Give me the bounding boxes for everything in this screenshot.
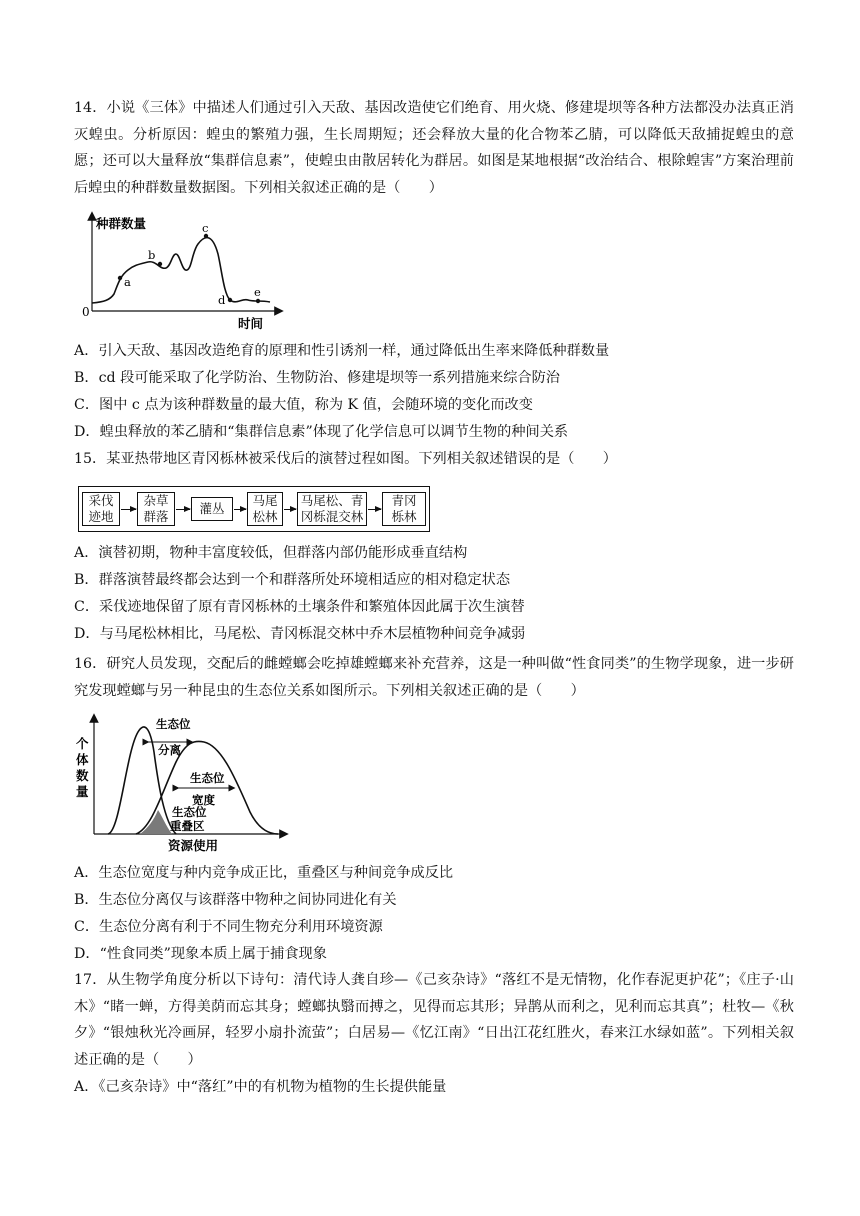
q16-y-char-3: 数 (76, 768, 89, 783)
q15-stage-shrub: 灌丛 (191, 497, 233, 521)
q16-option-d: D．“性食同类”现象本质上属于捕食现象 (74, 946, 327, 962)
q14-y-label: 种群数量 (96, 216, 147, 231)
q15-arrow-3 (234, 509, 246, 510)
q15-stage-pine: 马尾 松林 (247, 492, 283, 526)
q14-label-a: a (124, 275, 131, 289)
q16-stem: 16．研究人员发现，交配后的雌螳螂会吃掉雄螳螂来补充营养，这是一种叫做“性食同类”的生物学现象，进一步研究发现螳螂与另一种昆虫的生态位关系如图所示。下列相关叙述正确的是（ ） (74, 656, 794, 699)
q14-option-d: D．蝗虫释放的苯乙腈和“集群信息素”体现了化学信息可以调节生物的种间关系 (74, 424, 569, 440)
q17-option-a: A．《己亥杂诗》中“落红”中的有机物为植物的生长提供能量 (74, 1079, 447, 1095)
q14-population-chart (74, 210, 294, 334)
q14-point-d (228, 298, 232, 302)
q15-arrow-2 (176, 509, 190, 510)
q14-label-e: e (254, 285, 261, 299)
q16-y-char-4: 量 (76, 784, 89, 799)
q14-population-curve (92, 238, 270, 303)
q14-option-c: C．图中 c 点为该种群数量的最大值，称为 K 值，会随环境的变化而改变 (74, 397, 533, 413)
q14-origin: 0 (82, 305, 90, 319)
q15-stage-mixed: 马尾松、青 冈栎混交林 (297, 492, 367, 526)
q15-arrow-4 (284, 509, 296, 510)
q15-option-d: D．与马尾松林相比，马尾松、青冈栎混交林中乔木层植物种间竞争减弱 (74, 626, 526, 642)
q14-point-b (158, 262, 162, 266)
q16-option-a: A．生态位宽度与种内竞争成正比，重叠区与种间竞争成反比 (74, 865, 454, 881)
q15-option-a: A．演替初期，物种丰富度较低，但群落内部仍能形成垂直结构 (74, 545, 468, 561)
q15-option-c: C．采伐迹地保留了原有青冈栎林的土壤条件和繁殖体因此属于次生演替 (74, 599, 525, 615)
q14-label-b: b (148, 248, 156, 262)
q15-stage-oak: 青冈 栎林 (382, 492, 426, 526)
q15-option-b: B．群落演替最终都会达到一个和群落所处环境相适应的相对稳定状态 (74, 572, 511, 588)
q16-niche-chart (72, 712, 294, 854)
q16-overlap-label-1: 生态位 (172, 805, 207, 819)
q15-stage-weed: 杂草 群落 (137, 492, 175, 526)
q15-arrow-5 (368, 509, 381, 510)
q16-width-label-2: 宽度 (192, 793, 215, 807)
q16-y-char-2: 体 (76, 752, 89, 767)
q16-x-label: 资源使用 (168, 838, 219, 853)
q14-option-b: B．cd 段可能采取了化学防治、生物防治、修建堤坝等一系列措施来综合防治 (74, 370, 560, 386)
q16-overlap-label-2: 重叠区 (170, 819, 205, 833)
q16-y-label (76, 736, 93, 799)
q14-stem: 14．小说《三体》中描述人们通过引入天敌、基因改造使它们绝育、用火烧、修建堤坝等各种方法都没办法真正消灭蝗虫。分析原因：蝗虫的繁殖力强，生长周期短；还会释放大量的化合物苯乙腈，可以降低天敌捕捉蝗虫的意愿；还可以大量释放“集群信息素”，使蝗虫由散居转化为群居。如图是某地根据“改治结合、根除蝗害”方案治理前后蝗虫的种群数量数据图。下列相关叙述正确的是（ ） (74, 100, 794, 196)
q16-y-char-1: 个 (76, 736, 89, 751)
q15-stem: 15．某亚热带地区青冈栎林被采伐后的演替过程如图。下列相关叙述错误的是（ ） (74, 451, 617, 467)
q15-stage-clearcut: 采伐 迹地 (82, 492, 120, 526)
q14-label-c: c (202, 221, 209, 235)
q16-y-label-hidden: 个体数量 (72, 712, 76, 713)
q16-width-label-1: 生态位 (190, 771, 225, 785)
q15-arrow-1 (121, 509, 136, 510)
q16-option-c: C．生态位分离有利于不同生物充分利用环境资源 (74, 919, 383, 935)
q14-point-e (256, 299, 260, 303)
q16-option-b: B．生态位分离仅与该群落中物种之间协同进化有关 (74, 892, 397, 908)
q16-separation-label-2: 分离 (158, 743, 181, 757)
q16-separation-label-1: 生态位 (156, 717, 191, 731)
q14-option-a: A．引入天敌、基因改造绝育的原理和性引诱剂一样，通过降低出生率来降低种群数量 (74, 343, 610, 359)
q14-x-label: 时间 (238, 316, 264, 331)
q14-label-d: d (218, 293, 226, 307)
q17-stem: 17．从生物学角度分析以下诗句：清代诗人龚自珍—《己亥杂诗》“落红不是无情物，化作春泥更护花”；《庄子·山木》“睹一蝉，方得美荫而忘其身；螳螂执翳而搏之，见得而忘其形；异鹊从而利之，见利而忘其真”；杜牧—《秋夕》“银烛秋光冷画屏，轻罗小扇扑流萤”；白居易—《忆江南》“日出江花红胜火，春来江水绿如蓝”。下列相关叙述正确的是（ ） (74, 972, 794, 1068)
q14-point-a (118, 276, 122, 280)
q16-overlap-region (140, 810, 172, 834)
